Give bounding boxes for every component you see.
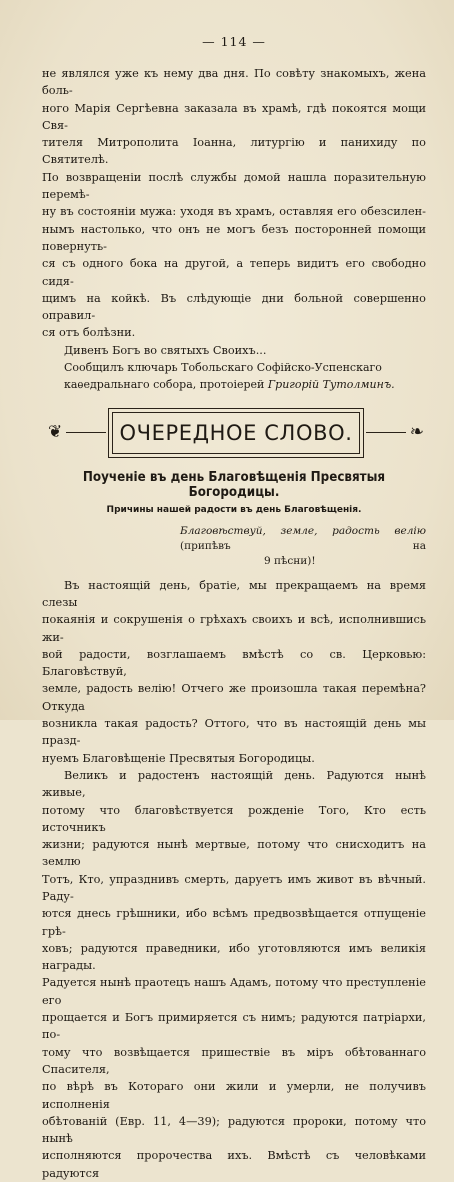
epigraph-source: (припѣвъ на	[180, 539, 426, 552]
epigraph-quote: Благовѣствуй, земле, радость велію	[180, 524, 426, 537]
text-line: Радуется нынѣ праотецъ нашъ Адамъ, потому что преступленіе его	[42, 976, 426, 1007]
banner-rule-right	[366, 432, 406, 433]
sermon-paragraph	[42, 577, 426, 767]
text-line: Великъ и радостенъ настоящій день. Радуются нынѣ живые,	[42, 768, 426, 800]
section-banner	[42, 406, 426, 460]
signature-line: Сообщилъ ключарь Тобольскаго Софійско-Успенскаго	[64, 361, 382, 375]
banner-frame	[108, 408, 364, 458]
text-line: ся отъ болѣзни.	[42, 326, 136, 340]
text-line: прощается и Богъ примиряется съ нимъ; радуются патріархи, по-	[42, 1011, 426, 1042]
text-line: ну въ состояніи мужа: уходя въ храмъ, оставляя его обезсилен-	[42, 205, 426, 219]
text-line: обѣтованій (Евр. 11, 4—39); радуются пророки, потому что нынѣ	[42, 1114, 426, 1146]
author-name: Григорій Тутолминъ.	[267, 378, 395, 392]
text-line: ховъ; радуются праведники, ибо уготовляются имъ великія награды.	[42, 941, 426, 973]
text-line: нымъ настолько, что онъ не могъ безъ посторонней помощи повернуть-	[42, 222, 426, 253]
text-line: Въ настоящій день, братіе, мы прекращаемъ на время слезы	[42, 578, 426, 609]
text-line: тому что возвѣщается пришествіе въ міръ обѣтованнаго Спасителя,	[42, 1045, 426, 1076]
text-line: возникла такая радость? Оттого, что въ настоящій день мы празд-	[42, 717, 426, 748]
ornament-left-icon: ❦	[48, 421, 63, 442]
miracle-account-paragraph	[42, 65, 426, 342]
epigraph-line	[180, 524, 426, 554]
text-line: тителя Митрополита Іоанна, литургію и панихиду по Святителѣ.	[42, 136, 426, 167]
text-line: ного Марія Сергѣевна заказала въ храмѣ, гдѣ покоятся мощи Свя-	[42, 101, 426, 132]
text-line: ся съ одного бока на другой, а теперь видитъ его свободно сидя-	[42, 257, 426, 288]
text-line: не являлся уже къ нему два дня. По совѣту знакомыхъ, жена боль-	[42, 67, 426, 98]
sermon-paragraph	[42, 767, 426, 1182]
epigraph-line: 9 пѣсни)!	[264, 554, 316, 567]
signature-line-author	[42, 376, 426, 393]
ornament-right-icon: ❧	[409, 421, 424, 442]
text-line: по вѣрѣ въ Котораго они жили и умерли, не получивъ исполненія	[42, 1080, 426, 1111]
text-line: жизни; радуются нынѣ мертвые, потому что снисходитъ на землю	[42, 838, 426, 869]
banner-rule-left	[66, 432, 106, 433]
signature-role: каѳедральнаго собора, протоіерей	[64, 378, 268, 392]
sermon-subheading: Причины нашей радости въ день Благовѣщенія.	[106, 504, 362, 515]
text-line: вой радости, возглашаемъ вмѣстѣ со св. Церковью: Благовѣствуй,	[42, 647, 426, 679]
section-title: ОЧЕРЕДНОЕ СЛОВО.	[119, 420, 353, 445]
text-line: По возвращеніи послѣ службы домой нашла поразительную перемѣ-	[42, 170, 426, 202]
text-line: Тотъ, Кто, упразднивъ смерть, даруетъ имъ живот въ вѣчный. Раду-	[42, 872, 426, 903]
text-line: потому что благовѣствуется рожденіе Того, Кто есть источникъ	[42, 803, 426, 834]
epigraph	[180, 524, 426, 569]
page-number: — 114 —	[202, 34, 266, 49]
text-line: щимъ на койкѣ. Въ слѣдующіе дни больной совершенно оправил-	[42, 291, 426, 323]
text-line: покаянія и сокрушенія о грѣхахъ своихъ и всѣ, исполнившись жи-	[42, 613, 426, 644]
text-line: исполняются пророчества ихъ. Вмѣстѣ съ человѣками радуются	[42, 1149, 426, 1180]
text-line: ются днесь грѣшники, ибо всѣмъ предвозвѣщается отпущеніе грѣ-	[42, 907, 426, 938]
text-line: земле, радость велію! Отчего же произошла такая перемѣна? Откуда	[42, 682, 426, 713]
sermon-heading: Поученіе въ день Благовѣщенія Пресвятыя Богородицы.	[82, 469, 386, 500]
praise-line: Дивенъ Богъ во святыхъ Своихъ...	[64, 343, 267, 357]
text-line: нуемъ Благовѣщеніе Пресвятыя Богородицы.	[42, 751, 315, 765]
